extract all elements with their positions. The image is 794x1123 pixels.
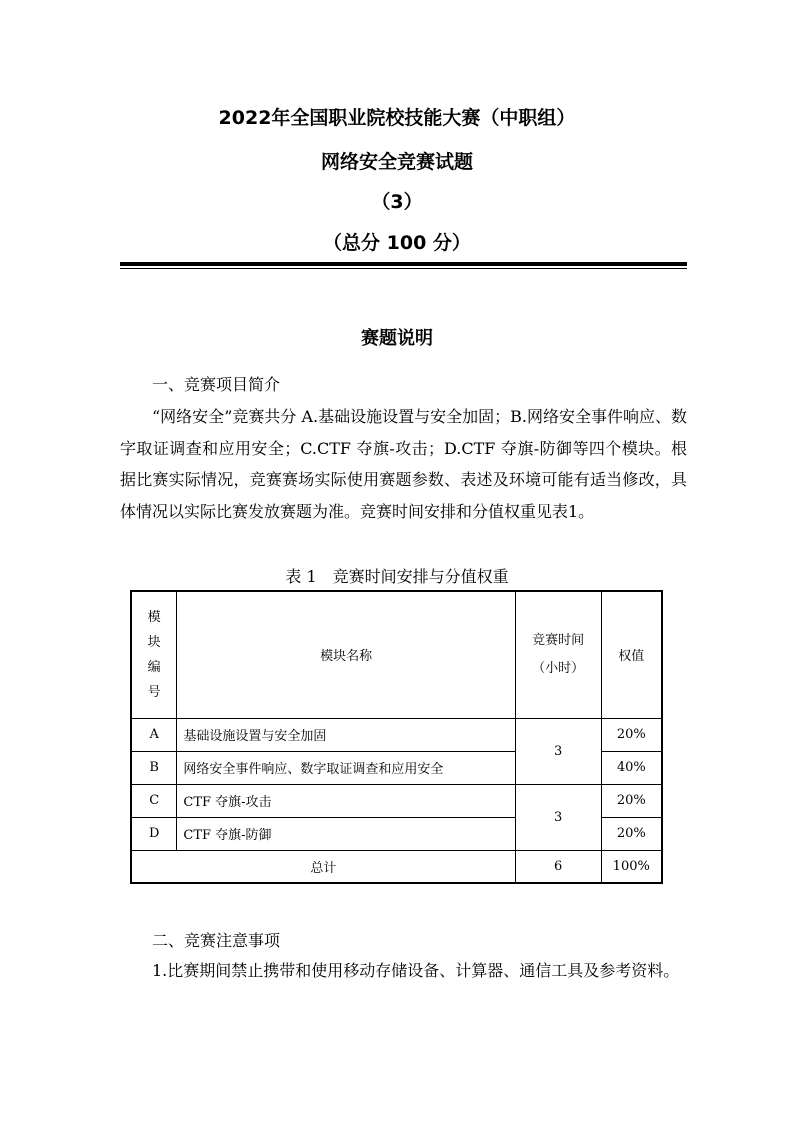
row-module-name: CTF 夺旗-防御 — [177, 817, 515, 850]
title-line-1: 2022年全国职业院校技能大赛（中职组） — [218, 107, 576, 129]
table-total-row — [131, 850, 662, 883]
title-line-2: 网络安全竞赛试题 — [320, 151, 473, 173]
row-module-name: 网络安全事件响应、数字取证调查和应用安全 — [177, 751, 515, 784]
paragraph-notes: 1.比赛期间禁止携带和使用移动存储设备、计算器、通信工具及参考资料。 — [152, 961, 680, 980]
section-title: 赛题说明 — [361, 328, 433, 349]
row-module-id: D — [131, 817, 177, 850]
header-time-line2: （小时） — [532, 660, 585, 676]
header-module-no-char: 号 — [147, 684, 161, 700]
row-weight: 20% — [601, 817, 662, 850]
row-module-id: A — [131, 718, 177, 751]
table-row — [131, 718, 662, 751]
row-weight: 40% — [601, 751, 662, 784]
row-time-cd: 3 — [515, 784, 601, 850]
heading-notes: 二、竞赛注意事项 — [152, 931, 281, 950]
header-rule-thick — [120, 262, 687, 266]
row-time-ab: 3 — [515, 718, 601, 784]
header-module-no-char: 块 — [147, 634, 161, 650]
table-caption: 表 1 竞赛时间安排与分值权重 — [285, 567, 509, 586]
header-module-no-char: 模 — [147, 609, 161, 625]
table-row — [131, 784, 662, 817]
row-weight: 20% — [601, 718, 662, 751]
title-line-4: （总分 100 分） — [323, 232, 471, 254]
total-weight: 100% — [601, 850, 662, 883]
total-time: 6 — [515, 850, 601, 883]
header-module-no — [131, 591, 177, 718]
row-module-name: CTF 夺旗-攻击 — [177, 784, 515, 817]
row-weight: 20% — [601, 784, 662, 817]
heading-project-intro: 一、竞赛项目简介 — [152, 375, 281, 394]
row-module-id: B — [131, 751, 177, 784]
header-module-no-char: 编 — [147, 659, 161, 675]
row-module-name: 基础设施设置与安全加固 — [177, 718, 515, 751]
header-weight: 权值 — [601, 591, 662, 718]
title-line-3: （3） — [371, 191, 423, 213]
score-table — [130, 590, 663, 884]
header-rule-thin — [120, 268, 687, 269]
total-label: 总计 — [131, 850, 515, 883]
paragraph-intro: “网络安全”竞赛共分 A.基础设施设置与安全加固；B.网络安全事件响应、数字取证调查和应用安全；C.CTF 夺旗-攻击；D.CTF 夺旗-防御等四个模块。根据比赛实际情况，竞赛赛场实际使用赛题参数、表述及环境可能有适当修改，具体情况以实际比赛发放赛题为准。竞赛时间安排和分值权重见表1。 — [120, 407, 687, 521]
header-time — [515, 591, 601, 718]
header-time-line1: 竞赛时间 — [532, 632, 585, 648]
table-header-row — [131, 591, 662, 718]
row-module-id: C — [131, 784, 177, 817]
header-module-name: 模块名称 — [177, 591, 515, 718]
